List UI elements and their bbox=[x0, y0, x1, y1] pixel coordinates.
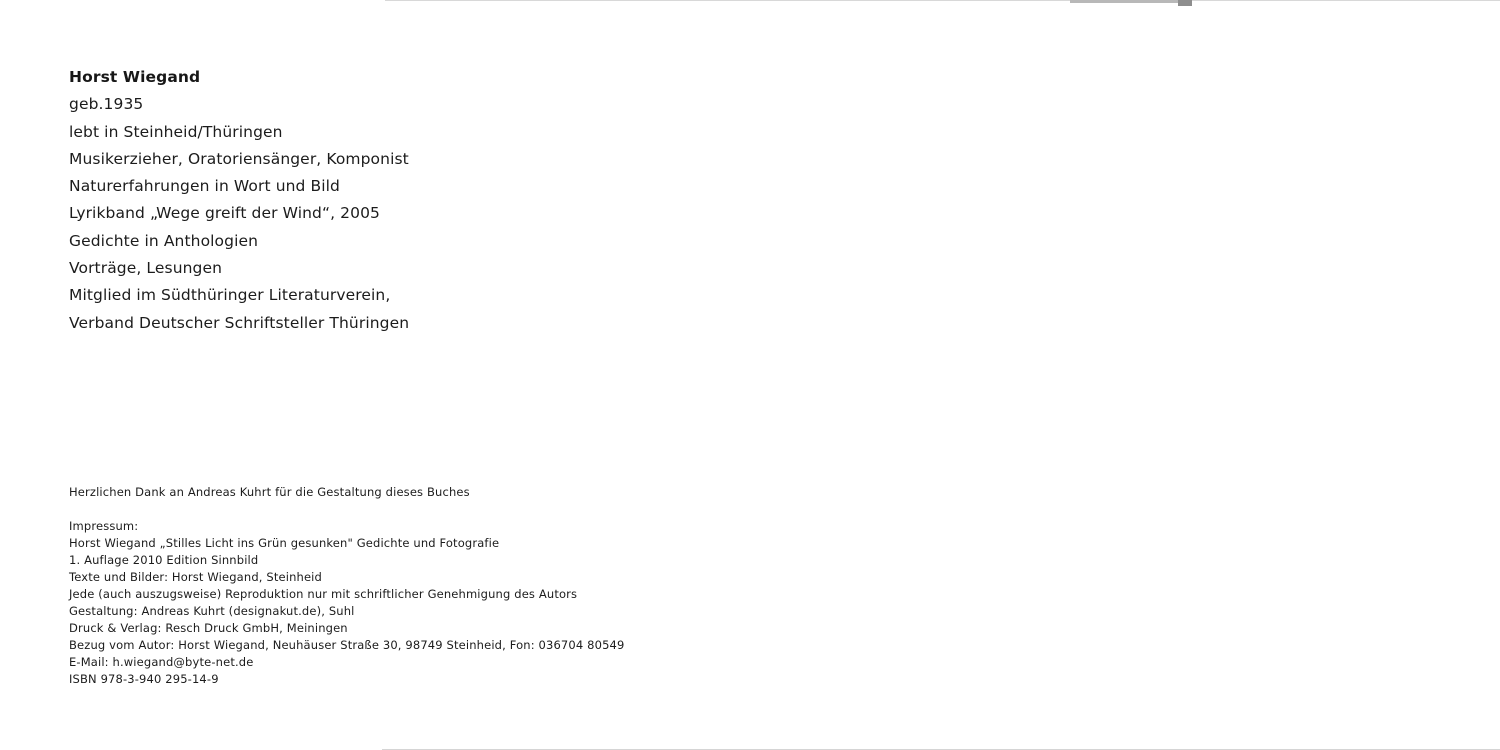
bio-line-birth: geb.1935 bbox=[69, 95, 144, 114]
bio-line-association: Verband Deutscher Schriftsteller Thüringen bbox=[69, 313, 410, 332]
bio-line-lectures: Vorträge, Lesungen bbox=[69, 259, 223, 278]
imprint-texts-images-line: Texte und Bilder: Horst Wiegand, Steinheid bbox=[69, 570, 322, 585]
bio-line-membership: Mitglied im Südthüringer Literaturverein, bbox=[69, 286, 391, 305]
imprint-design-line: Gestaltung: Andreas Kuhrt (designakut.de), Suhl bbox=[69, 604, 355, 619]
imprint-title-line: Horst Wiegand „Stilles Licht ins Grün gesunken" Gedichte und Fotografie bbox=[69, 536, 500, 551]
author-bio-block bbox=[69, 64, 769, 337]
bio-line-nature: Naturerfahrungen in Wort und Bild bbox=[69, 177, 340, 196]
bio-line-anthologies: Gedichte in Anthologien bbox=[69, 231, 259, 250]
imprint-reproduction-line: Jede (auch auszugsweise) Reproduktion nur mit schriftlicher Genehmigung des Autors bbox=[69, 587, 578, 602]
bio-line-profession: Musikerzieher, Oratoriensänger, Komponist bbox=[69, 149, 409, 168]
imprint-heading: Impressum: bbox=[69, 519, 139, 533]
bio-line-residence: lebt in Steinheid/Thüringen bbox=[69, 122, 283, 141]
imprint-isbn-line: ISBN 978-3-940 295-14-9 bbox=[69, 672, 219, 687]
imprint-edition-line: 1. Auflage 2010 Edition Sinnbild bbox=[69, 553, 259, 568]
imprint-printer-line: Druck & Verlag: Resch Druck GmbH, Meiningen bbox=[69, 621, 348, 636]
author-name: Horst Wiegand bbox=[69, 68, 201, 86]
bio-line-lyrikband: Lyrikband „Wege greift der Wind“, 2005 bbox=[69, 204, 380, 223]
imprint-email-line: E-Mail: h.wiegand@byte-net.de bbox=[69, 655, 254, 670]
acknowledgement-text: Herzlichen Dank an Andreas Kuhrt für die Gestaltung dieses Buches bbox=[69, 485, 470, 499]
imprint-block bbox=[69, 518, 969, 688]
imprint-ordering-line: Bezug vom Autor: Horst Wiegand, Neuhäuser Straße 30, 98749 Steinheid, Fon: 036704 80549 bbox=[69, 638, 625, 653]
